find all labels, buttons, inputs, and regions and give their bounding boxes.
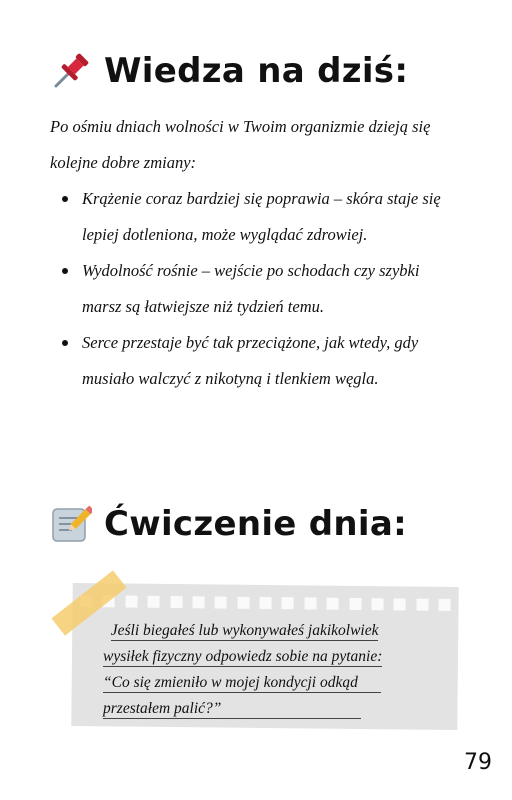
section-title: Ćwiczenie dnia: [104,504,408,544]
list-item: Krążenie coraz bardziej się poprawia – skóra staje się lepiej dotleniona, może wyglądać zdrowiej. [62,181,462,253]
bullet-list [62,181,462,397]
intro-paragraph: Po ośmiu dniach wolności w Twoim organizmie dzieją się kolejne dobre zmiany: [50,117,431,172]
exercise-line: “Co się zmieniło w mojej kondycji odkąd [103,674,358,691]
memo-icon [50,503,92,545]
pushpin-icon [50,50,92,92]
section-heading-knowledge [50,50,408,92]
perforation [81,595,451,611]
exercise-text [103,618,448,722]
list-item: Wydolność rośnie – wejście po schodach czy szybki marsz są łatwiejsze niż tydzień temu. [62,253,462,325]
page-number: 79 [464,750,492,775]
section-heading-exercise [50,503,407,545]
exercise-line: przestałem palić?” [103,700,222,717]
list-item: Serce przestaje być tak przeciążone, jak wtedy, gdy musiało walczyć z nikotyną i tlenkiem węgla. [62,325,462,397]
exercise-line: Jeśli biegałeś lub wykonywałeś jakikolwiek [110,622,379,639]
exercise-line: wysiłek fizyczny odpowiedz sobie na pytanie: [103,648,383,665]
section-title: Wiedza na dziś: [104,51,409,91]
